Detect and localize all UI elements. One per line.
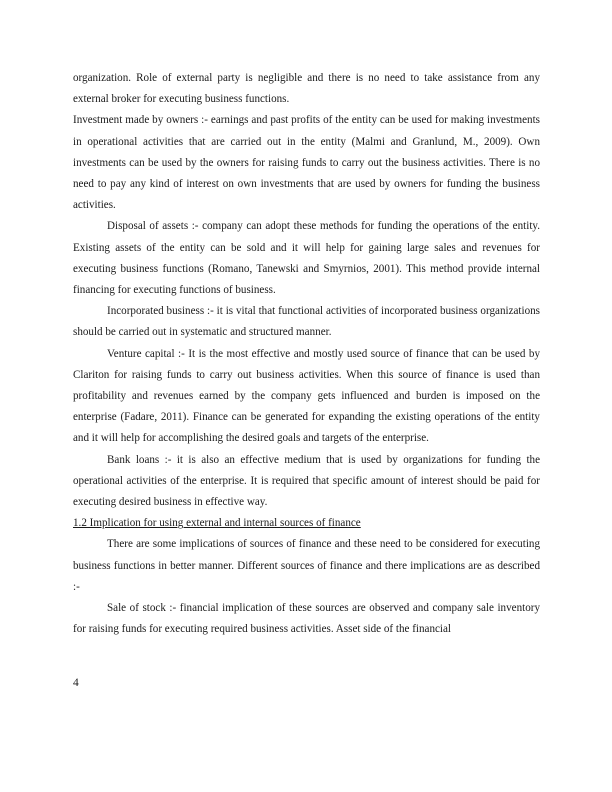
paragraph-bank-loans: Bank loans :- it is also an effective medium that is used by organizations for funding the operational activities of the enterprise. It is required that specific amount of interest should be paid for executing desired business in effective way. — [73, 453, 540, 509]
paragraph-owner-investment: Investment made by owners :- earnings and past profits of the entity can be used for making investments in operational activities that are carried out in the entity (Malmi and Granlund, M., 2009). Own investments can be used by the owners for raising funds to carry out the business activities. There is no need to pay any kind of interest on own investments that are used by owners for funding the business activities. — [73, 114, 540, 212]
section-heading: 1.2 Implication for using external and internal sources of finance — [73, 517, 361, 530]
venture-capital-text-before: Venture capital :- It is the most effective and mostly used source of finance that can be used by Clariton for raising funds to carry out business activities. When this source of finance is used than profitability and revenues earned by the company gets influenced and burden is imposed on the enterprise ( — [73, 347, 540, 424]
paragraph-sale-of-stock: Sale of stock :- financial implication of these sources are observed and company sale inventory for raising funds for executing required business activities. Asset side of the financial — [73, 602, 540, 636]
venture-capital-text-after: ). Finance can be generated for expanding the existing operations of the entity and it will help for accomplishing the desired goals and targets of the enterprise. — [73, 411, 540, 445]
paragraph-venture-capital — [73, 344, 540, 450]
paragraph-implications-intro: There are some implications of sources of finance and these need to be considered for executing business functions in better manner. Different sources of finance and there implications are as described :- — [73, 538, 540, 593]
paragraph-incorporated-business: Incorporated business :- it is vital that functional activities of incorporated business organizations should be carried out in systematic and structured manner. — [73, 305, 540, 339]
paragraph-external-party: organization. Role of external party is negligible and there is no need to take assistance from any external broker for executing business functions. — [73, 72, 540, 106]
paragraph-disposal-of-assets: Disposal of assets :- company can adopt these methods for funding the operations of the entity. Existing assets of the entity can be sold and it will help for gaining large sales and revenues for executing business functions (Romano, Tanewski and Smyrnios, 2001). This method provide internal financing for executing functions of business. — [73, 220, 540, 297]
body-text — [73, 68, 540, 640]
citation-fadare: Fadare, 2011 — [124, 411, 183, 424]
page-number: 4 — [73, 677, 79, 689]
